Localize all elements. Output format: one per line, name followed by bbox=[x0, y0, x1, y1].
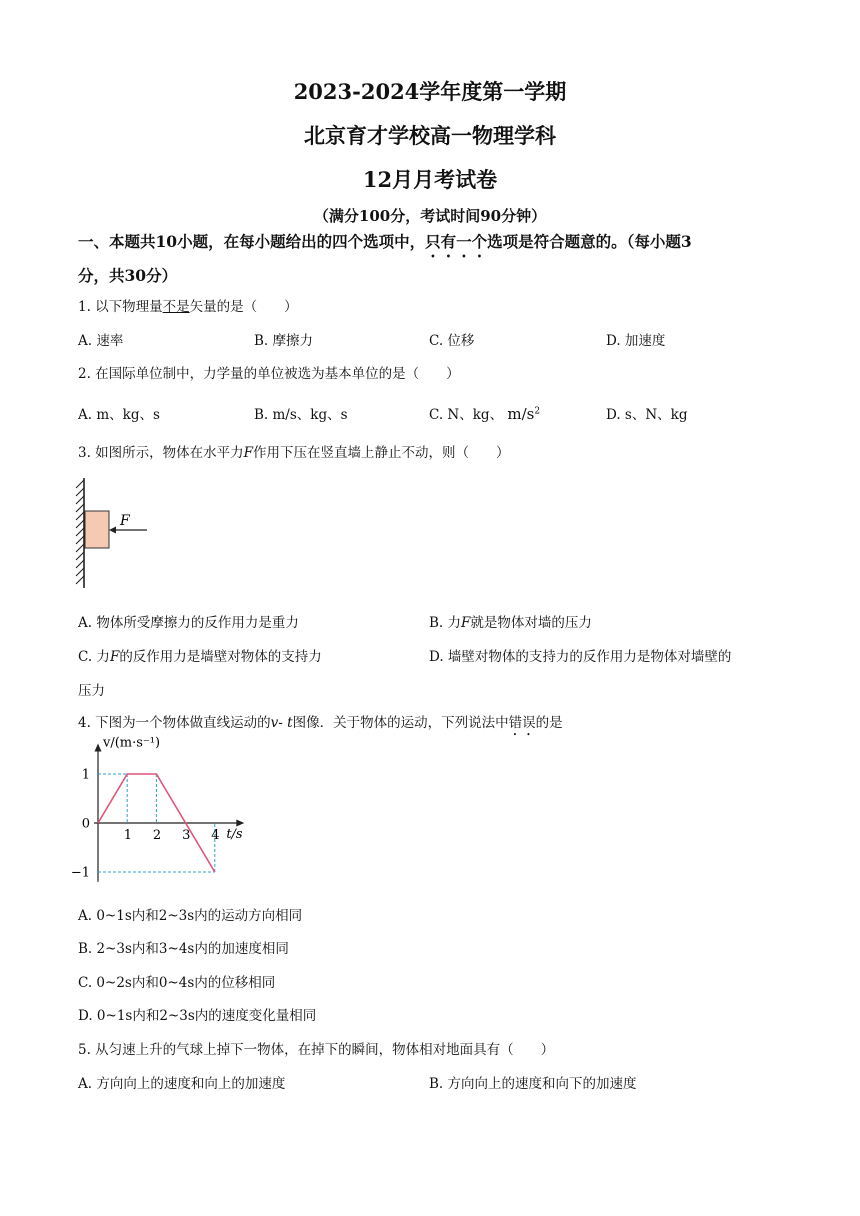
q2-option-c-unit: m/s bbox=[507, 405, 535, 423]
q2-option-c-sup: 2 bbox=[534, 406, 541, 417]
x-tick-label-2: 2 bbox=[152, 828, 162, 843]
question-3-stem bbox=[78, 441, 510, 461]
question-2-stem: 2. 在国际单位制中，力学量的单位被选为基本单位的是（ ） bbox=[78, 366, 460, 382]
q2-option-c-text: C. N、kg、 bbox=[429, 407, 504, 423]
section-heading bbox=[78, 227, 778, 291]
section-text-emphasis: 只有一个 bbox=[425, 232, 488, 251]
q4-option-c: C. 0~2s内和0~4s内的位移相同 bbox=[78, 975, 276, 991]
block bbox=[85, 511, 109, 548]
q1-prefix: 1. 以下物理量 bbox=[78, 299, 163, 315]
q4-option-a: A. 0~1s内和2~3s内的运动方向相同 bbox=[78, 908, 303, 924]
x-axis-label: t/s bbox=[226, 827, 243, 842]
q5-option-a: A. 方向向上的速度和向上的加速度 bbox=[78, 1076, 286, 1092]
q4-stem-b: 图像．关于物体的运动，下列说法中 bbox=[292, 715, 509, 731]
q1-suffix: 矢量的是（ ） bbox=[189, 299, 298, 315]
q3-option-c-force: F bbox=[109, 649, 120, 665]
q2-option-c bbox=[429, 403, 540, 423]
section-text-line2: 分，共30分） bbox=[78, 266, 178, 285]
force-label: F bbox=[120, 513, 130, 529]
q3-option-c-prefix: C. 力 bbox=[78, 649, 110, 665]
section-text-a: 一、本题共10小题，在每小题给出的四个选项中， bbox=[78, 232, 426, 251]
q4-stem-var: v- t bbox=[270, 715, 293, 731]
q4-option-d: D. 0~1s内和2~3s内的速度变化量相同 bbox=[78, 1008, 317, 1024]
x-tick-label-3: 3 bbox=[182, 828, 191, 843]
y-tick-label-neg1: −1 bbox=[70, 865, 90, 881]
question-4-stem bbox=[78, 711, 563, 739]
exam-year-title: 2023-2024学年度第一学期 bbox=[293, 79, 567, 104]
q5-option-b: B. 方向向上的速度和向下的加速度 bbox=[429, 1076, 637, 1092]
wall-hatching bbox=[76, 480, 84, 584]
y-axis-arrow bbox=[95, 744, 102, 752]
q3-stem-a: 3. 如图所示，物体在水平力 bbox=[78, 445, 244, 461]
q3-option-c-suffix: 的反作用力是墙壁对物体的支持力 bbox=[119, 649, 322, 665]
q1-underlined: 不是 bbox=[162, 299, 190, 315]
y-tick-label-0: 0 bbox=[81, 816, 90, 832]
section-text-b: 选项是符合题意的。（每小题3 bbox=[487, 232, 692, 251]
vt-chart bbox=[70, 736, 270, 886]
q2-option-b: B. m/s、kg、s bbox=[254, 407, 348, 423]
school-subject-title: 北京育才学校高一物理学科 bbox=[304, 123, 556, 148]
q4-stem-a: 4. 下图为一个物体做直线运动的 bbox=[78, 715, 271, 731]
q3-option-d-line1: D. 墙壁对物体的支持力的反作用力是物体对墙壁的 bbox=[429, 649, 732, 665]
tick-labels bbox=[71, 768, 220, 881]
q1-option-a: A. 速率 bbox=[78, 333, 124, 349]
exam-note: （满分100分，考试时间90分钟） bbox=[313, 207, 547, 225]
q1-option-d: D. 加速度 bbox=[606, 333, 666, 349]
q2-option-a: A. m、kg、s bbox=[78, 407, 160, 423]
q4-stem-c: 的是 bbox=[535, 715, 563, 731]
x-tick-label-4: 4 bbox=[211, 828, 220, 843]
question-5-stem: 5. 从匀速上升的气球上掉下一物体，在掉下的瞬间，物体相对地面具有（ ） bbox=[78, 1042, 555, 1058]
y-axis-label: v/(m·s⁻¹) bbox=[103, 736, 161, 751]
q1-option-b: B. 摩擦力 bbox=[254, 333, 314, 349]
q3-option-b-suffix: 就是物体对墙的压力 bbox=[470, 615, 592, 631]
wall-block-figure bbox=[70, 474, 160, 594]
y-tick-label-1: 1 bbox=[81, 767, 90, 783]
q3-option-a: A. 物体所受摩擦力的反作用力是重力 bbox=[78, 615, 299, 631]
x-tick-label-1: 1 bbox=[123, 828, 132, 843]
q3-stem-b: 作用下压在竖直墙上静止不动，则（ ） bbox=[253, 445, 510, 461]
q3-option-d-line2: 压力 bbox=[78, 683, 105, 699]
force-arrow-head bbox=[109, 527, 116, 534]
q2-option-d: D. s、N、kg bbox=[606, 407, 688, 423]
q3-option-b bbox=[429, 611, 592, 631]
q3-force-symbol: F bbox=[243, 445, 254, 461]
q3-option-b-force: F bbox=[461, 615, 471, 631]
question-1-stem bbox=[78, 295, 298, 315]
q4-option-b: B. 2~3s内和3~4s内的加速度相同 bbox=[78, 941, 289, 957]
q1-option-c: C. 位移 bbox=[429, 333, 475, 349]
q3-option-c bbox=[78, 645, 322, 665]
x-axis-arrow bbox=[236, 820, 244, 827]
q4-stem-emphasis: 错误 bbox=[508, 715, 536, 731]
q3-option-b-prefix: B. 力 bbox=[429, 615, 462, 631]
exam-name-title: 12月月考试卷 bbox=[362, 167, 498, 192]
